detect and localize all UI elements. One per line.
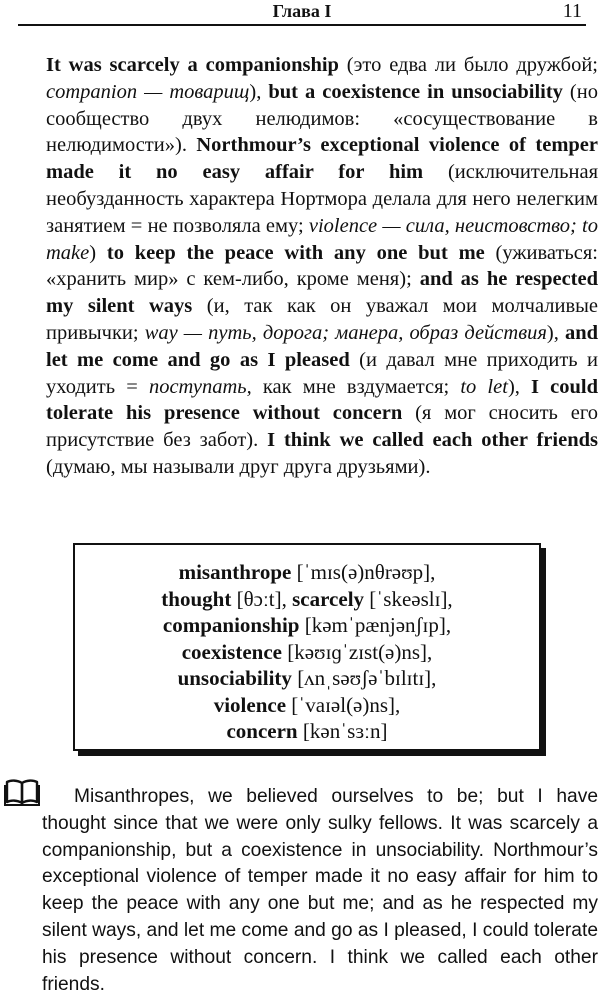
vocab-word: scarcely — [292, 586, 365, 611]
vocab-entry — [75, 665, 539, 692]
italic-gloss: violence — сила, неистовство; to make — [46, 214, 598, 264]
italic-gloss: companion — товарищ — [46, 80, 250, 103]
russian-gloss: как мне вздумается; — [251, 375, 461, 398]
english-phrase: to keep the peace with any one but me — [106, 241, 485, 264]
vocab-entry — [75, 692, 539, 719]
russian-gloss: ), — [249, 80, 269, 103]
vocab-word: violence — [213, 692, 287, 717]
vocab-transcription: [ˈskeəslɪ], — [369, 586, 453, 611]
vocab-transcription: [θɔːt], — [236, 586, 287, 611]
russian-gloss: (это едва ли было дружбой; — [338, 54, 598, 76]
open-book-icon — [4, 778, 40, 806]
english-phrase: and let me come and go as I pleased — [46, 321, 599, 371]
english-phrase: Northmour’s exceptional violence of temper made it no easy affair for him — [46, 134, 598, 184]
russian-gloss: (я мог сносить его присутствие без забот). — [46, 402, 598, 452]
russian-gloss: ), — [507, 375, 532, 398]
vocab-word: unsociability — [177, 666, 292, 690]
russian-gloss: ), — [546, 321, 565, 344]
page-number: 11 — [562, 0, 582, 22]
vocab-word: concern — [226, 719, 298, 743]
vocab-transcription: [ˈvaɪəl(ə)ns], — [291, 692, 401, 717]
annotated-paragraph — [46, 52, 598, 481]
russian-gloss: ) — [89, 241, 107, 264]
italic-gloss: поступать, — [148, 375, 252, 398]
vocab-word: misanthrope — [178, 560, 292, 584]
english-phrase: I could tolerate his presence without concern — [46, 375, 599, 425]
vocab-word: coexistence — [181, 639, 282, 664]
vocab-word: companionship — [162, 613, 300, 637]
vocab-entry — [75, 612, 539, 639]
vocab-transcription: [ˈmɪs(ə)nθrəʊp], — [296, 560, 436, 584]
vocab-transcription: [ʌnˌsəʊʃəˈbɪlɪtɪ], — [297, 666, 437, 690]
vocab-transcription: [kəʊɪɡˈzɪst(ə)ns], — [287, 639, 433, 664]
vocab-entry — [75, 639, 539, 666]
vocab-word: thought — [161, 586, 232, 611]
italic-gloss: to let — [460, 375, 508, 398]
russian-gloss: (но сообщество двух нелюдимов: «сосуществование в нелюдимости»). — [46, 80, 598, 157]
russian-gloss: (исключительная необузданность характера Нортмора делала для него нелегким занятием = не позволяла ему; — [46, 161, 598, 237]
english-phrase: and as he respected my silent ways — [46, 268, 598, 318]
vocab-transcription: [kəmˈpænjənʃɪp], — [304, 613, 452, 637]
vocab-entry — [75, 718, 539, 745]
chapter-title: Глава I — [272, 1, 332, 21]
vocab-entry — [75, 586, 539, 613]
english-phrase: but a coexistence in unsociability — [268, 80, 563, 103]
english-phrase: I think we called each other friends — [267, 429, 598, 452]
russian-gloss: (думаю, мы называли друг друга друзьями). — [46, 455, 431, 478]
russian-gloss: (и давал мне приходить и уходить = — [46, 348, 598, 398]
running-header — [18, 0, 586, 26]
russian-gloss: (и, так как он уважал мои молчаливые привычки; — [46, 295, 598, 344]
original-paragraph: Misanthropes, we believed ourselves to be; but I have thought since that we were only sulky fellows. It was scarcely a companionship, but a coexistence in unsociability. Northmour’s exceptional violence of temper made it no easy affair for him to keep the peace with any one but me; and as he respected my silent ways, and let me come and go as I pleased, I could tolerate his presence without concern. I think we called each other friends. — [42, 786, 598, 995]
vocabulary-box — [73, 543, 541, 751]
vocab-transcription: [kənˈsɜːn] — [302, 719, 388, 743]
russian-gloss: (уживаться: «хранить мир» с кем-либо, кроме меня); — [46, 241, 598, 291]
vocab-entry — [75, 559, 539, 586]
english-phrase: It was scarcely a companionship — [46, 54, 339, 76]
italic-gloss: way — путь, дорога; манера, образ действия — [144, 321, 547, 344]
